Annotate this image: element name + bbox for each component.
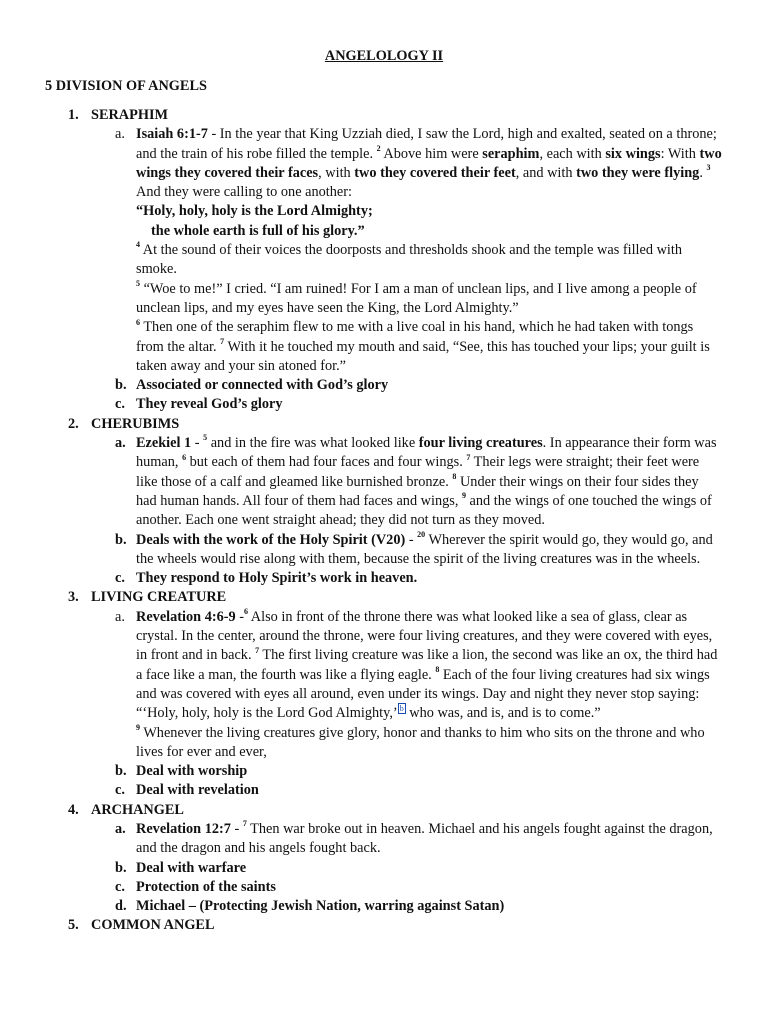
archangel-item-a <box>0 820 722 859</box>
section-common-angel <box>0 916 768 935</box>
section-number: 2. <box>68 415 79 432</box>
scripture-text: Whenever the living creatures give glory, honor and thanks to him who sits on the throne and who lives for ever and ever, <box>136 724 705 760</box>
item-marker: a. <box>115 608 125 625</box>
item-marker: a. <box>115 435 126 452</box>
section-archangel <box>0 801 768 820</box>
verse-number: 6 <box>244 606 249 616</box>
scripture-text: - In the year that King Uzziah died, I saw the Lord, high and exalted, seated on a throne; and the train of his robe filled the temple. <box>136 126 717 162</box>
item-marker: d. <box>115 898 127 915</box>
section-living-creature <box>0 588 768 607</box>
item-marker: c. <box>115 396 125 413</box>
scripture-text: “Woe to me!” I cried. “I am ruined! For I am a man of unclean lips, and I live among a people of unclean lips, and my eyes have seen the King, the Lord Almighty.” <box>136 280 697 316</box>
verse-number: 5 <box>136 278 140 288</box>
scripture-text: - <box>191 435 204 452</box>
item-text: Deal with warfare <box>136 859 247 876</box>
verse-paragraph <box>136 280 722 319</box>
scripture-text: Then one of the seraphim flew to me with a live coal in his hand, which he had taken with tongs from the altar. <box>136 319 694 355</box>
scripture-text: With it he touched my mouth and said, “See, this has touched your lips; your guilt is taken away and your sin atoned for.” <box>136 338 710 374</box>
emphasis-text: four living creatures <box>418 435 543 452</box>
scripture-text: And they were calling to one another: <box>136 184 352 201</box>
section-heading: SERAPHIM <box>91 107 169 123</box>
scripture-reference: Deals with the work of the Holy Spirit (V20) <box>136 531 406 548</box>
section-number: 5. <box>68 917 79 934</box>
section-seraphim <box>0 106 768 125</box>
scripture-text: At the sound of their voices the doorposts and thresholds shook and the temple was filled with smoke. <box>136 242 683 278</box>
item-text: Protection of the saints <box>136 878 276 895</box>
archangel-item-d <box>0 897 722 916</box>
item-text: Deal with revelation <box>136 782 259 799</box>
scripture-text: . In appearance their form was human, <box>136 435 717 471</box>
item-marker: b. <box>115 377 127 394</box>
scripture-revelation-4 <box>136 608 722 724</box>
poem-line: “Holy, holy, holy is the Lord Almighty; <box>136 203 373 220</box>
cherubims-item-a <box>0 434 722 530</box>
scripture-reference: Revelation 12:7 <box>136 820 231 837</box>
item-marker: c. <box>115 570 125 587</box>
scripture-isaiah <box>136 125 722 202</box>
scripture-text: and in the fire was what looked like <box>207 435 419 452</box>
section-cherubims <box>0 415 768 434</box>
item-text: Deal with worship <box>136 763 248 780</box>
scripture-text: Under their wings on their four sides they had human hands. All four of them had faces and wings, <box>136 473 699 509</box>
scripture-text: Their legs were straight; their feet were like those of a calf and gleamed like burnished bronze. <box>136 454 700 490</box>
scripture-reference: Ezekiel 1 <box>136 435 192 452</box>
cherubims-item-c <box>0 569 722 588</box>
verse-number: 7 <box>220 336 225 346</box>
scripture-text: , each with <box>539 145 606 162</box>
page-title: ANGELOLOGY II <box>324 48 444 64</box>
scripture-text: Then war broke out in heaven. Michael and his angels fought against the dragon, and the dragon and his angels fought back. <box>136 820 713 857</box>
item-marker: c. <box>115 878 125 895</box>
scripture-reference: Isaiah 6:1-7 <box>136 126 208 143</box>
division-heading: 5 DIVISION OF ANGELS <box>45 78 207 94</box>
verse-number: 20 <box>417 529 426 539</box>
item-text: They reveal God’s glory <box>136 396 283 413</box>
verse-number: 9 <box>461 491 466 501</box>
verse-number: 3 <box>706 163 711 173</box>
verse-number: 6 <box>136 317 140 327</box>
scripture-text: The first living creature was like a lion, the second was like an ox, the third had a face like a man, the fourth was like a flying eagle. <box>136 647 718 683</box>
item-marker: c. <box>115 782 125 799</box>
section-number: 4. <box>68 801 79 818</box>
verse-number: 2 <box>376 143 381 153</box>
item-marker: a. <box>115 820 126 837</box>
item-marker: a. <box>115 126 125 143</box>
verse-number: 8 <box>452 471 457 481</box>
section-heading: LIVING CREATURE <box>91 589 227 606</box>
seraphim-item-a <box>0 125 722 376</box>
section-heading: COMMON ANGEL <box>91 917 215 934</box>
living-creature-item-a <box>0 608 722 762</box>
scripture-text: - <box>405 531 418 548</box>
verse-number: 7 <box>255 645 260 655</box>
item-text: Michael – (Protecting Jewish Nation, warring against Satan) <box>136 898 505 915</box>
scripture-text: who was, and is, and is to come.” <box>405 705 601 722</box>
scripture-text: , and with <box>515 164 577 181</box>
living-creature-item-c <box>0 781 722 800</box>
scripture-ezekiel <box>136 434 722 530</box>
poem-line: the whole earth is full of his glory.” <box>151 222 365 239</box>
scripture-text: and the wings of one touched the wings of another. Each one went straight ahead; they did not turn as they moved. <box>136 492 712 529</box>
section-number: 3. <box>68 589 79 606</box>
scripture-text: Wherever the spirit would go, they would go, and the wheels would rise along with them, because the spirit of the living creatures was in the wheels. <box>136 531 713 567</box>
section-heading: ARCHANGEL <box>91 801 184 818</box>
document-body <box>0 106 768 936</box>
item-text: Associated or connected with God’s glory <box>136 377 389 394</box>
verse-number: 9 <box>136 722 140 732</box>
verse-paragraph <box>136 241 722 280</box>
emphasis-text: six wings <box>605 145 661 162</box>
item-text: They respond to Holy Spirit’s work in heaven. <box>136 570 418 587</box>
cherubims-item-b <box>0 531 722 570</box>
living-creature-item-b <box>0 762 722 781</box>
scripture-holy-spirit <box>136 531 722 570</box>
item-marker: b. <box>115 859 127 876</box>
scripture-text: Each of the four living creatures had six wings and was covered with eyes all around, even under its wings. Day and night they never stop saying: “‘Holy, holy, holy is the Lord God Almighty,’ <box>136 666 710 722</box>
verse-number: 7 <box>242 819 247 829</box>
item-marker: b. <box>115 531 127 548</box>
emphasis-text: seraphim <box>482 145 540 162</box>
emphasis-text: two wings they covered their faces <box>136 145 722 181</box>
seraphim-item-c <box>0 395 722 414</box>
verse-number: 5 <box>203 433 208 443</box>
scripture-text: - <box>235 608 245 625</box>
scripture-text: Above him were <box>380 145 483 162</box>
verse-number: 7 <box>466 452 471 462</box>
archangel-item-b <box>0 859 722 878</box>
scripture-revelation-12 <box>136 820 722 859</box>
scripture-text: : With <box>660 145 700 162</box>
verse-number: 4 <box>136 240 140 250</box>
section-heading: CHERUBIMS <box>91 415 180 432</box>
emphasis-text: two they covered their feet <box>354 164 516 181</box>
verse-number: 6 <box>182 452 187 462</box>
scripture-text: - <box>230 820 243 837</box>
archangel-item-c <box>0 878 722 897</box>
scripture-text: , with <box>318 164 355 181</box>
verse-paragraph <box>136 318 722 376</box>
scripture-reference: Revelation 4:6-9 <box>136 608 236 625</box>
verse-number: 8 <box>435 664 440 674</box>
section-number: 1. <box>68 107 79 123</box>
footnote-link[interactable]: b <box>399 704 404 714</box>
verse-paragraph <box>136 724 722 763</box>
scripture-text: Also in front of the throne there was what looked like a sea of glass, clear as crystal. In the center, around the throne, were four living creatures, and they were covered with eyes, in front and in back. <box>136 608 713 664</box>
scripture-text: . <box>699 164 707 181</box>
emphasis-text: two they were flying <box>576 164 700 181</box>
seraphim-item-b <box>0 376 722 395</box>
scripture-text: but each of them had four faces and four wings. <box>186 454 467 471</box>
item-marker: b. <box>115 763 127 780</box>
